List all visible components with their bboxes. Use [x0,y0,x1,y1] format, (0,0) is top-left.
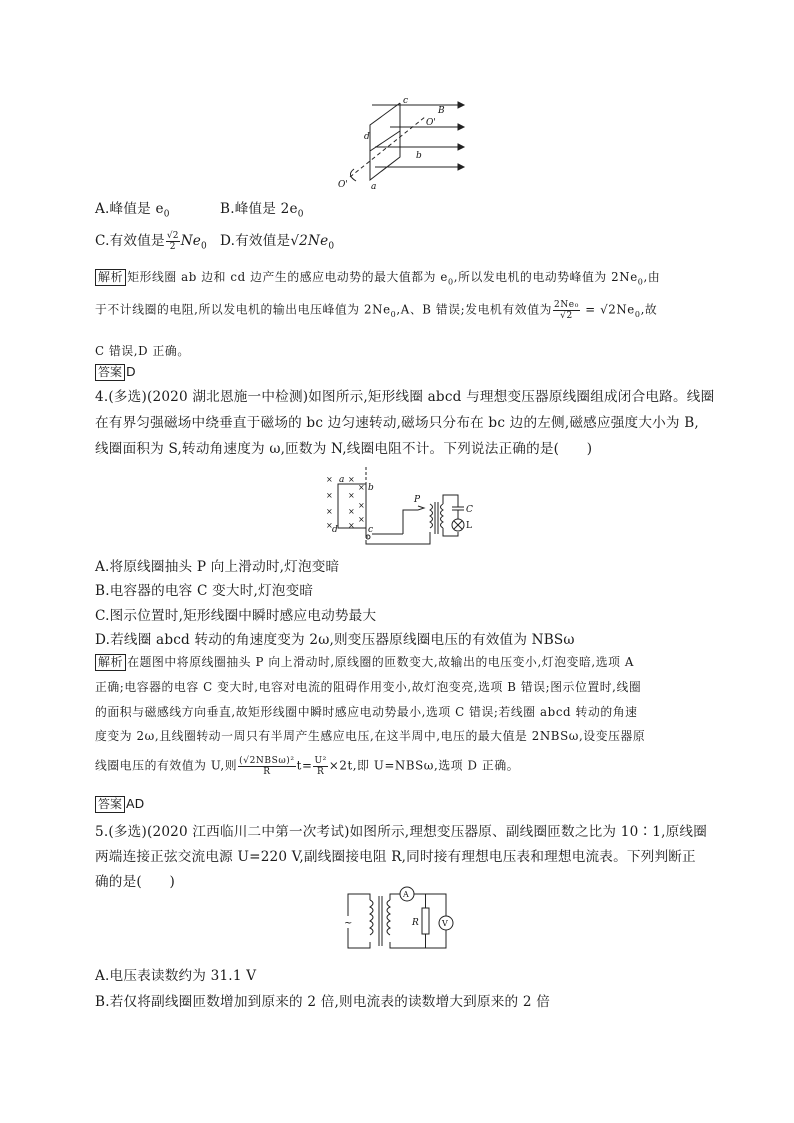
q4-option-a[interactable]: A.将原线圈抽头 P 向上滑动时,灯泡变暗 [95,559,340,575]
cross: × [348,475,355,484]
cross: × [326,521,333,530]
q5-option-b[interactable]: B.若仅将副线圈匝数增加到原来的 2 倍,则电流表的读数增大到原来的 2 倍 [95,994,551,1010]
cross: × [358,501,365,510]
figure-transformer-circuit [338,886,463,956]
q4-analysis-line-3: 的面积与磁感线方向垂直,故矩形线圈中瞬时感应电动势最小,选项 C 错误;若线圈 abcd 转动的角速 [95,705,638,719]
label-b: b [368,483,374,493]
cross: × [326,475,333,484]
q3-analysis-line-2: 于不计线圈的电阻,所以发电机的输出电压峰值为 $2Ne_0,A$、B 错误;发电机有效值为 $\frac{\text{2Ne₀}}{√2}$ = $√2Ne_0$,故 [95,300,658,321]
q4-stem-line-2: 在有界匀强磁场中绕垂直于磁场的 bc 边匀速转动,磁场只分布在 bc 边的左侧,磁感应强度大小为 B, [95,415,699,431]
label-d: d [332,525,338,535]
cross: × [348,507,355,516]
analysis-tag: 解析 [95,654,126,671]
label-a: a [339,475,345,485]
label-B: B [438,106,445,116]
label-C: C [466,505,473,515]
cross: × [348,491,355,500]
q3-analysis-line-1: 解析 矩形线圈 ab 边和 cd 边产生的感应电动势的最大值都为 $e_0$,所以发电机的电动势峰值为 $2Ne_0$,由 [95,268,660,286]
source-symbol: ~ [344,918,353,929]
q3-analysis-line-3: C 错误,D 正确。 [95,344,190,358]
voltmeter-label: V [442,919,448,928]
figure-rotating-coil [330,95,470,195]
q5-stem-line-2: 两端连接正弦交流电源 U=220 V,副线圈接电阻 R,同时接有理想电压表和理想电流表。下列判断正 [95,849,696,865]
label-c: c [368,525,374,535]
q5-stem-line-3: 确的是( ) [95,874,175,890]
q4-answer: 答案 AD [95,796,144,813]
answer-tag: 答案 [95,796,125,813]
q4-option-b[interactable]: B.电容器的电容 C 变大时,灯泡变暗 [95,583,314,599]
q3-option-row-1 [95,197,304,220]
label-O-bottom: O' [338,180,348,190]
label-L: L [466,521,472,531]
analysis-tag: 解析 [95,269,126,286]
cross: × [326,507,333,516]
q3-option-a[interactable]: A.峰值是 $e_0$ [95,201,170,220]
q4-stem-line-3: 线圈面积为 S,转动角速度为 ω,匝数为 N,线圈电阻不计。下列说法正确的是( ) [95,441,593,457]
label-O-top: O' [426,118,436,128]
q5-option-a[interactable]: A.电压表读数约为 31.1 V [95,968,257,984]
q4-option-d[interactable]: D.若线圈 abcd 转动的角速度变为 2ω,则变压器原线圈电压的有效值为 NBSω [95,632,575,648]
q4-analysis-line-2: 正确;电容器的电容 C 变大时,电容对电流的阻碍作用变小,故灯泡变亮,选项 B 错误;图示位置时,线圈 [95,680,642,694]
cross: × [358,515,365,524]
label-P: P [414,495,421,505]
q4-stem-line-1: 4.(多选)(2020 湖北恩施一中检测)如图所示,矩形线圈 abcd 与理想变压器原线圈组成闭合电路。线圈 [95,389,715,405]
ammeter-label: A [403,890,409,899]
figure-coil-transformer [318,462,478,552]
label-d: d [364,132,370,142]
q5-stem-line-1: 5.(多选)(2020 江西临川二中第一次考试)如图所示,理想变压器原、副线圈匝数之比为 10∶1,原线圈 [95,824,707,840]
q3-option-b[interactable]: B.峰值是 $2e_0$ [220,201,304,220]
q3-answer: 答案 D [95,364,136,381]
q4-analysis-line-5: 线圈电压的有效值为 U,则 $\frac{\text{(√2NBSω)²}}{R}$ t= $\frac{\text{U²}}{R}$ ×2t,即 U=NBSω,选项 D 正确。 [95,756,520,777]
label-a: a [371,182,377,192]
q3-option-c[interactable]: C.有效值是 $\frac{√2}{2}$ $Ne_0$ [95,231,207,252]
answer-tag: 答案 [95,364,125,381]
cross: × [358,483,365,492]
resistor-label: R [412,918,419,928]
cross: × [326,491,333,500]
cross: × [348,521,355,530]
q3-option-d[interactable]: D.有效值是$√2Ne_0$ [220,233,335,252]
q4-analysis-line-1: 解析 在题图中将原线圈抽头 P 向上滑动时,原线圈的匝数变大,故输出的电压变小,灯泡变暗,选项 A [95,653,634,671]
q3-option-row-2 [95,229,335,252]
q4-analysis-line-4: 度变为 2ω,且线圈转动一周只有半周产生感应电压,在这半周中,电压的最大值是 2NBSω,设变压器原 [95,729,646,743]
label-b: b [416,151,422,161]
q4-option-c[interactable]: C.图示位置时,矩形线圈中瞬时感应电动势最大 [95,608,377,624]
label-c: c [403,96,409,106]
